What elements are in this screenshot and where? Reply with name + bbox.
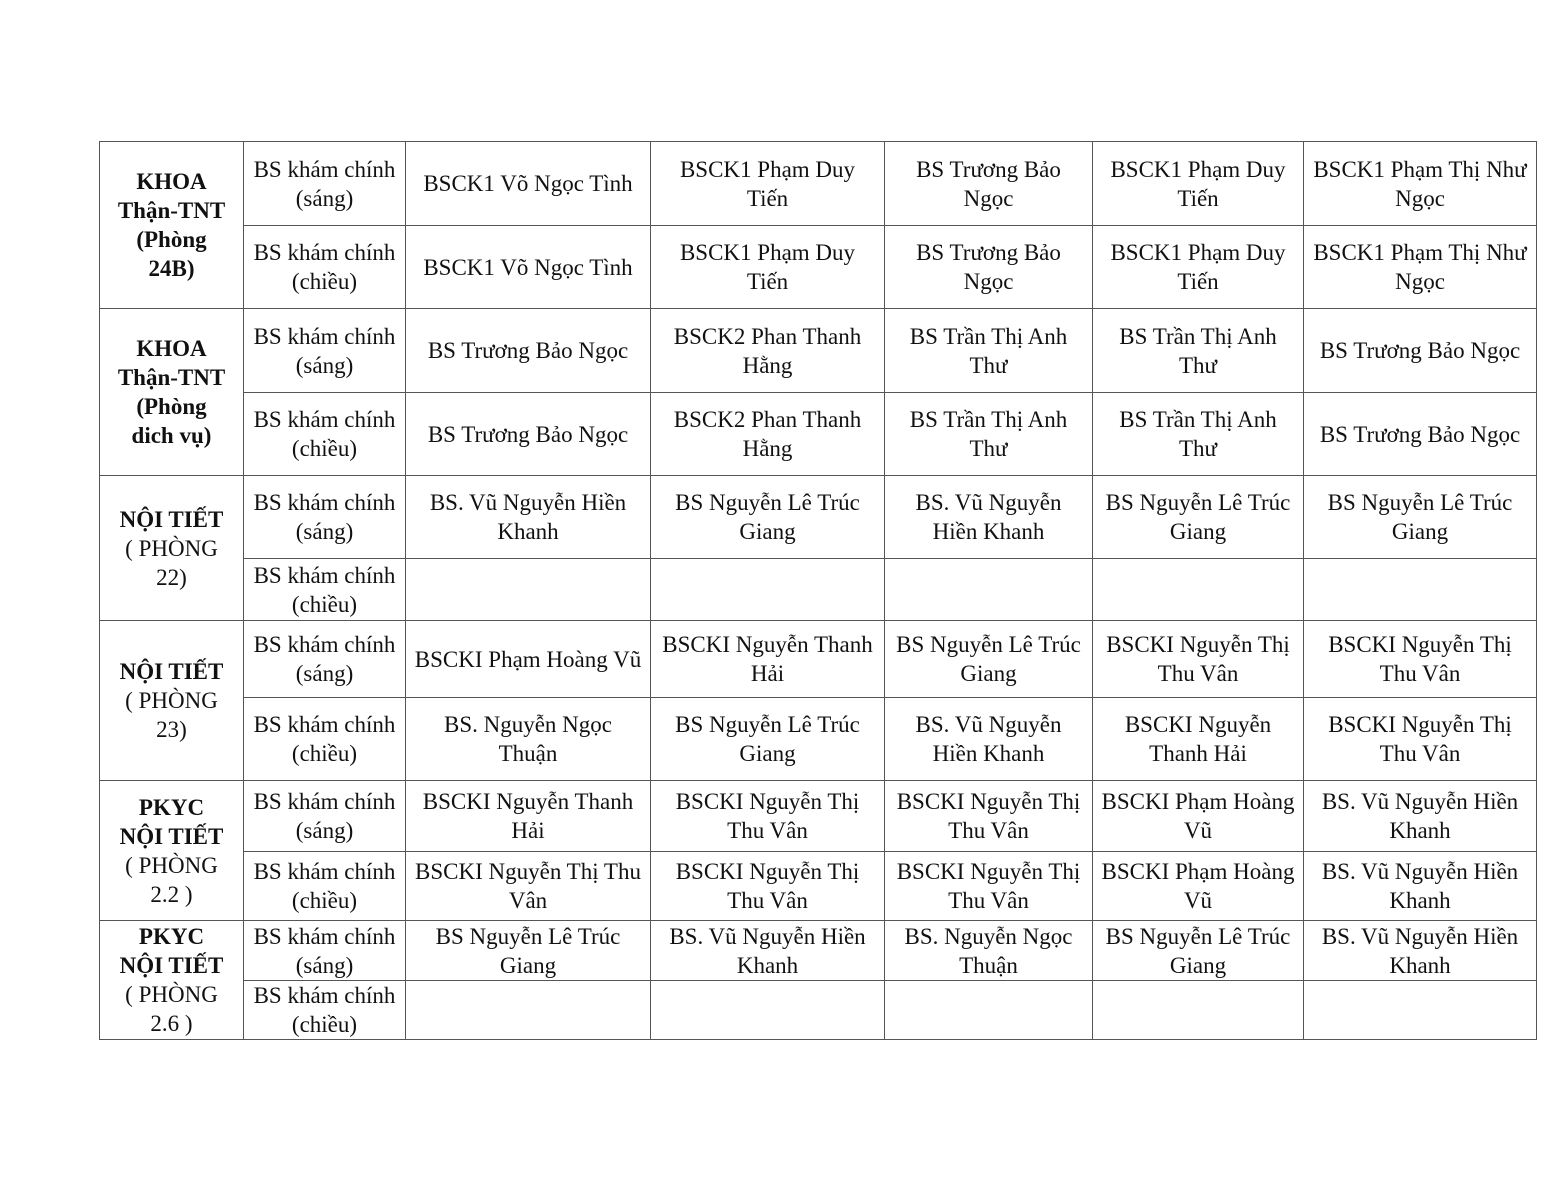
- shift-label: BS khám chính (sáng): [244, 781, 406, 852]
- doctor-cell: BS. Vũ Nguyễn Hiền Khanh: [1304, 921, 1537, 981]
- shift-label: BS khám chính (chiều): [244, 981, 406, 1040]
- doctor-cell: BS Trần Thị Anh Thư: [885, 393, 1093, 476]
- department-cell: [100, 142, 244, 309]
- doctor-cell: BSCK1 Võ Ngọc Tình: [406, 142, 651, 226]
- doctor-cell: BS Trương Bảo Ngọc: [406, 309, 651, 393]
- department-name-line: PKYC: [138, 794, 205, 820]
- department-name-line: ( PHÒNG: [125, 852, 218, 878]
- table-row: [100, 226, 1537, 309]
- doctor-cell: BS Nguyễn Lê Trúc Giang: [651, 476, 885, 559]
- shift-label: BS khám chính (chiều): [244, 852, 406, 921]
- doctor-cell: BS. Vũ Nguyễn Hiền Khanh: [406, 476, 651, 559]
- department-name-line: (Phòng: [136, 227, 207, 252]
- doctor-cell: BSCKI Nguyễn Thị Thu Vân: [1304, 698, 1537, 781]
- doctor-cell: BS. Vũ Nguyễn Hiền Khanh: [885, 698, 1093, 781]
- department-name-line: 24B): [148, 256, 195, 281]
- shift-label: BS khám chính (chiều): [244, 226, 406, 309]
- doctor-cell: BSCK1 Phạm Duy Tiến: [1093, 142, 1304, 226]
- doctor-cell: BSCK1 Phạm Duy Tiến: [651, 142, 885, 226]
- department-name-line: NỘI TIẾT: [119, 659, 224, 684]
- doctor-cell: BSCKI Phạm Hoàng Vũ: [1093, 852, 1304, 921]
- department-cell: [100, 781, 244, 921]
- department-name-line: PKYC: [138, 924, 205, 949]
- table-row: [100, 309, 1537, 393]
- table-row: [100, 142, 1537, 226]
- shift-label: BS khám chính (chiều): [244, 559, 406, 621]
- doctor-cell: BS Nguyễn Lê Trúc Giang: [1304, 476, 1537, 559]
- doctor-cell: BS Nguyễn Lê Trúc Giang: [406, 921, 651, 981]
- doctor-cell: BS. Vũ Nguyễn Hiền Khanh: [885, 476, 1093, 559]
- doctor-cell: BS Nguyễn Lê Trúc Giang: [651, 698, 885, 781]
- doctor-cell: BS. Vũ Nguyễn Hiền Khanh: [1304, 781, 1537, 852]
- table-row: [100, 781, 1537, 852]
- doctor-cell: BS Trương Bảo Ngọc: [885, 226, 1093, 309]
- doctor-cell: BS. Vũ Nguyễn Hiền Khanh: [651, 921, 885, 981]
- doctor-cell: BSCKI Nguyễn Thị Thu Vân: [885, 781, 1093, 852]
- table-row: [100, 621, 1537, 698]
- doctor-cell: [1304, 981, 1537, 1040]
- doctor-cell: [651, 981, 885, 1040]
- shift-label: BS khám chính (sáng): [244, 142, 406, 226]
- doctor-cell: BS Nguyễn Lê Trúc Giang: [885, 621, 1093, 698]
- doctor-cell: BSCK1 Phạm Thị Như Ngọc: [1304, 142, 1537, 226]
- doctor-cell: BS. Nguyễn Ngọc Thuận: [885, 921, 1093, 981]
- department-name-line: ( PHÒNG: [125, 688, 218, 713]
- doctor-cell: [406, 559, 651, 621]
- table-row: [100, 981, 1537, 1040]
- doctor-cell: BSCK2 Phan Thanh Hằng: [651, 393, 885, 476]
- department-name-line: NỘI TIẾT: [119, 953, 224, 978]
- doctor-schedule-table: [99, 141, 1537, 1040]
- doctor-cell: BS Trần Thị Anh Thư: [1093, 309, 1304, 393]
- department-cell: [100, 621, 244, 781]
- doctor-cell: BSCKI Phạm Hoàng Vũ: [406, 621, 651, 698]
- department-name-line: KHOA: [136, 169, 207, 194]
- doctor-cell: BSCKI Nguyễn Thị Thu Vân: [1093, 621, 1304, 698]
- table-row: [100, 476, 1537, 559]
- department-name-line: 23): [156, 717, 187, 742]
- doctor-cell: [651, 559, 885, 621]
- department-name-line: 2.2 ): [150, 881, 193, 907]
- doctor-cell: [1093, 559, 1304, 621]
- department-cell: [100, 921, 244, 1040]
- doctor-cell: BSCKI Nguyễn Thanh Hải: [651, 621, 885, 698]
- doctor-cell: [885, 559, 1093, 621]
- doctor-cell: BS Trương Bảo Ngọc: [885, 142, 1093, 226]
- table-row: [100, 698, 1537, 781]
- department-name-line: (Phòng: [136, 394, 207, 419]
- shift-label: BS khám chính (sáng): [244, 921, 406, 981]
- department-name-line: ( PHÒNG: [125, 535, 218, 561]
- doctor-cell: BSCKI Nguyễn Thị Thu Vân: [651, 781, 885, 852]
- doctor-cell: BS Nguyễn Lê Trúc Giang: [1093, 476, 1304, 559]
- doctor-cell: BSCKI Nguyễn Thanh Hải: [406, 781, 651, 852]
- doctor-cell: BS. Vũ Nguyễn Hiền Khanh: [1304, 852, 1537, 921]
- table-row: [100, 559, 1537, 621]
- department-name-line: 2.6 ): [150, 1011, 193, 1036]
- department-name-line: ( PHÒNG: [125, 982, 218, 1007]
- doctor-cell: [1093, 981, 1304, 1040]
- shift-label: BS khám chính (sáng): [244, 476, 406, 559]
- table-row: [100, 852, 1537, 921]
- doctor-cell: BSCKI Nguyễn Thị Thu Vân: [406, 852, 651, 921]
- doctor-cell: [885, 981, 1093, 1040]
- doctor-cell: BSCKI Nguyễn Thị Thu Vân: [1304, 621, 1537, 698]
- doctor-cell: BSCK1 Phạm Duy Tiến: [651, 226, 885, 309]
- department-name-line: dich vụ): [131, 423, 212, 448]
- department-cell: [100, 476, 244, 621]
- shift-label: BS khám chính (chiều): [244, 698, 406, 781]
- department-name-line: 22): [156, 564, 187, 590]
- doctor-cell: BS Trần Thị Anh Thư: [885, 309, 1093, 393]
- doctor-cell: BSCKI Nguyễn Thị Thu Vân: [651, 852, 885, 921]
- doctor-cell: BS Trương Bảo Ngọc: [1304, 309, 1537, 393]
- doctor-cell: [406, 981, 651, 1040]
- table-row: [100, 393, 1537, 476]
- shift-label: BS khám chính (chiều): [244, 393, 406, 476]
- shift-label: BS khám chính (sáng): [244, 309, 406, 393]
- schedule-body: [100, 142, 1537, 1040]
- doctor-cell: BSCKI Phạm Hoàng Vũ: [1093, 781, 1304, 852]
- department-name-line: Thận-TNT: [117, 365, 226, 390]
- doctor-cell: BSCK1 Võ Ngọc Tình: [406, 226, 651, 309]
- doctor-cell: BSCK1 Phạm Duy Tiến: [1093, 226, 1304, 309]
- doctor-cell: BS Trương Bảo Ngọc: [406, 393, 651, 476]
- doctor-cell: BS Nguyễn Lê Trúc Giang: [1093, 921, 1304, 981]
- doctor-cell: [1304, 559, 1537, 621]
- department-name-line: NỘI TIẾT: [119, 506, 224, 532]
- doctor-cell: BS Trần Thị Anh Thư: [1093, 393, 1304, 476]
- doctor-cell: BSCK1 Phạm Thị Như Ngọc: [1304, 226, 1537, 309]
- doctor-cell: BS. Nguyễn Ngọc Thuận: [406, 698, 651, 781]
- department-cell: [100, 309, 244, 476]
- doctor-cell: BSCKI Nguyễn Thị Thu Vân: [885, 852, 1093, 921]
- doctor-cell: BSCK2 Phan Thanh Hằng: [651, 309, 885, 393]
- department-name-line: KHOA: [136, 336, 207, 361]
- department-name-line: NỘI TIẾT: [119, 823, 224, 849]
- doctor-cell: BS Trương Bảo Ngọc: [1304, 393, 1537, 476]
- department-name-line: Thận-TNT: [117, 198, 226, 223]
- table-row: [100, 921, 1537, 981]
- doctor-cell: BSCKI Nguyễn Thanh Hải: [1093, 698, 1304, 781]
- shift-label: BS khám chính (sáng): [244, 621, 406, 698]
